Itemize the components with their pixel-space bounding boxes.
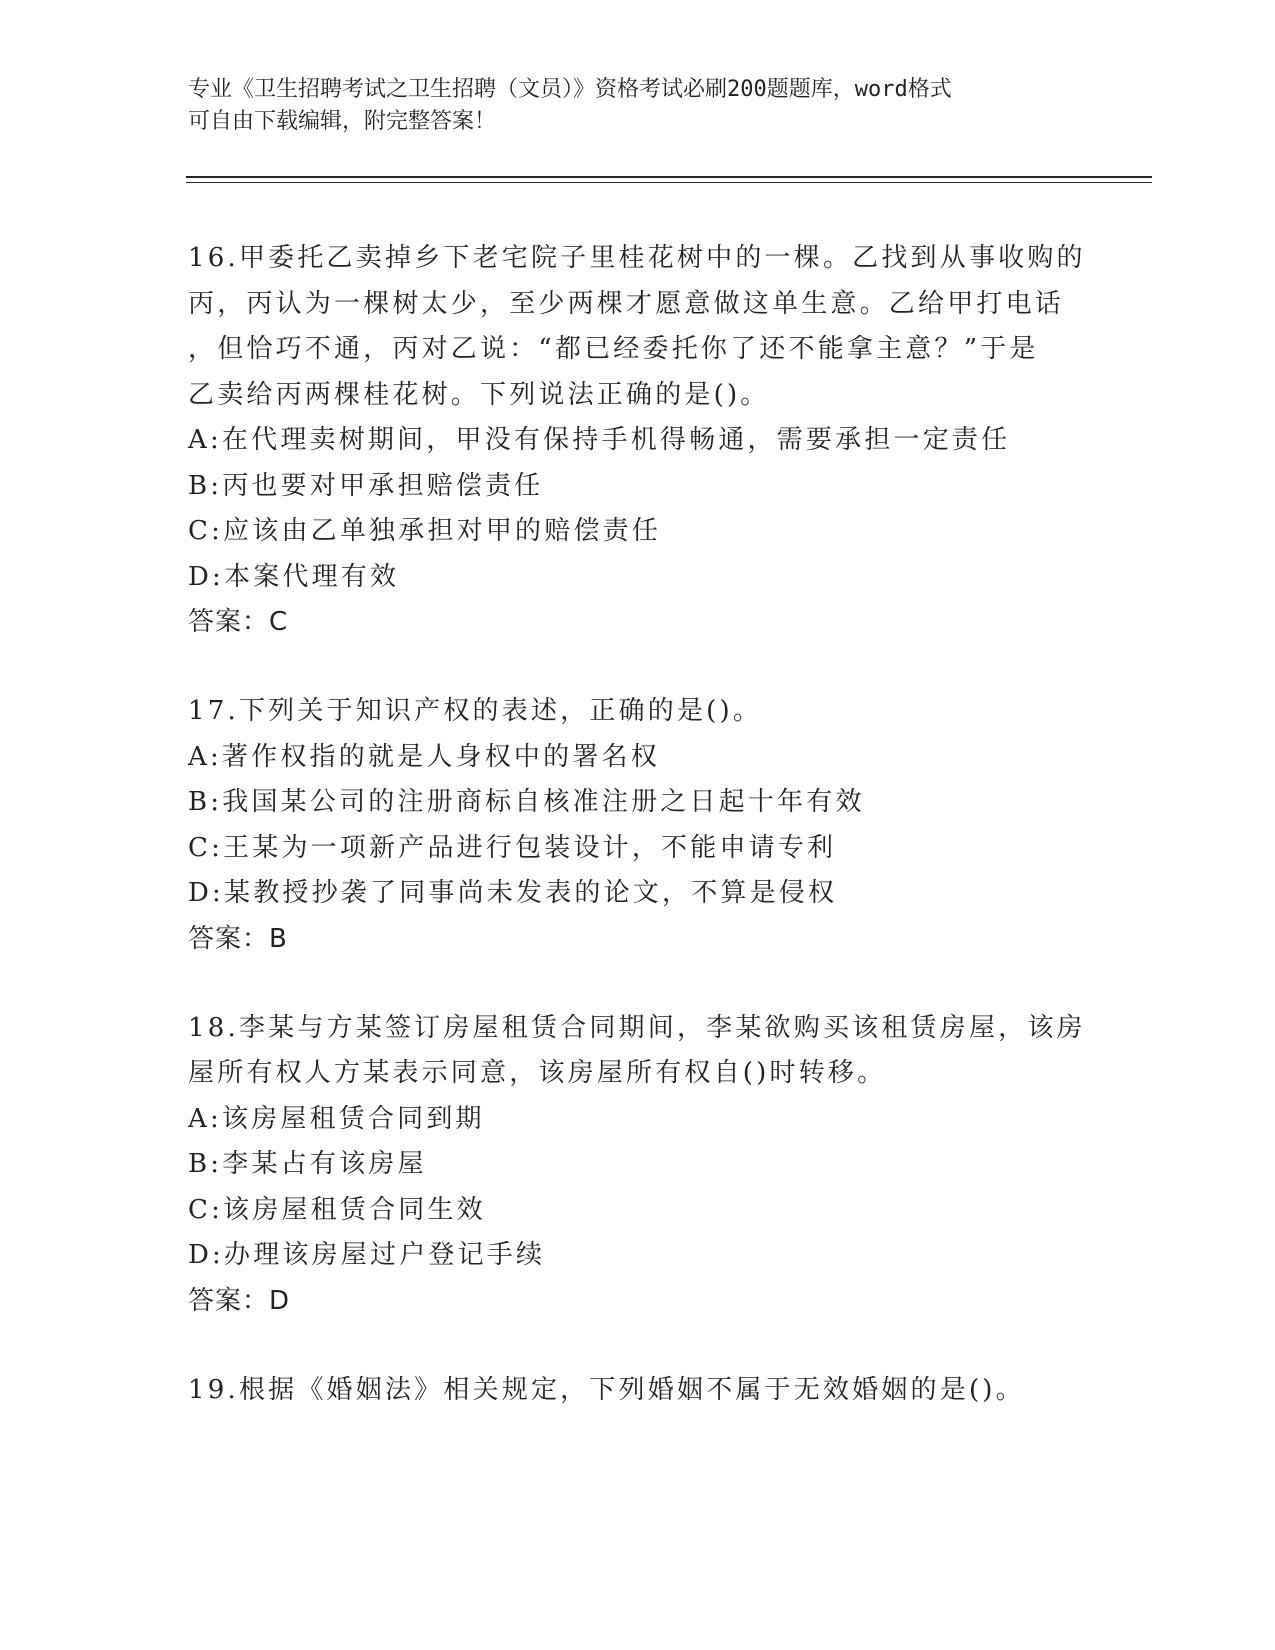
option-c: C:王某为一项新产品进行包装设计，不能申请专利 — [188, 832, 837, 863]
question-stem-line: 16.甲委托乙卖掉乡下老宅院子里桂花树中的一棵。乙找到从事收购的 — [188, 243, 1086, 273]
header-rule-thick — [186, 176, 1152, 178]
option-c: C:应该由乙单独承担对甲的赔偿责任 — [188, 516, 662, 546]
option-a: A:著作权指的就是人身权中的署名权 — [188, 741, 660, 772]
question-16 — [188, 236, 1088, 645]
header-line-2: 可自由下载编辑，附完整答案！ — [188, 109, 497, 134]
option-b: B:丙也要对甲承担赔偿责任 — [188, 470, 544, 501]
answer-line: 答案：C — [188, 607, 289, 637]
option-c: C:该房屋租赁合同生效 — [188, 1194, 486, 1225]
question-stem-line: 18.李某与方某签订房屋租赁合同期间，李某欲购买该租赁房屋，该房 — [188, 1012, 1086, 1043]
question-17 — [188, 689, 1088, 962]
option-d: D:某教授抄袭了同事尚未发表的论文，不算是侵权 — [188, 878, 838, 908]
header-line-1: 专业《卫生招聘考试之卫生招聘（文员）》资格考试必刷200题题库，word格式 — [188, 77, 952, 102]
question-19 — [188, 1368, 1088, 1414]
question-stem-line: 屋所有权人方某表示同意，该房屋所有权自()时转移。 — [188, 1058, 887, 1088]
option-b: B:李某占有该房屋 — [188, 1149, 427, 1179]
document-header — [188, 74, 1088, 138]
question-list — [188, 236, 1088, 1457]
question-stem-line: 乙卖给丙两棵桂花树。下列说法正确的是()。 — [188, 379, 770, 410]
option-a: A:在代理卖树期间，甲没有保持手机得畅通，需要承担一定责任 — [188, 425, 1011, 455]
question-stem-line: 19.根据《婚姻法》相关规定，下列婚姻不属于无效婚姻的是()。 — [188, 1374, 1025, 1405]
option-d: D:本案代理有效 — [188, 561, 400, 592]
answer-line: 答案：D — [188, 1285, 291, 1316]
question-stem-line: 丙，丙认为一棵树太少，至少两棵才愿意做这单生意。乙给甲打电话 — [188, 288, 1065, 319]
option-a: A:该房屋租赁合同到期 — [188, 1103, 485, 1134]
answer-line: 答案：B — [188, 923, 288, 954]
question-stem-line: 17.下列关于知识产权的表述，正确的是()。 — [188, 696, 763, 726]
question-stem-line: ，但恰巧不通，丙对乙说：“都已经委托你了还不能拿主意？”于是 — [188, 334, 1039, 364]
option-d: D:办理该房屋过户登记手续 — [188, 1240, 546, 1270]
option-b: B:我国某公司的注册商标自核准注册之日起十年有效 — [188, 787, 865, 817]
header-rule-thin — [186, 182, 1152, 183]
question-18 — [188, 1006, 1088, 1324]
